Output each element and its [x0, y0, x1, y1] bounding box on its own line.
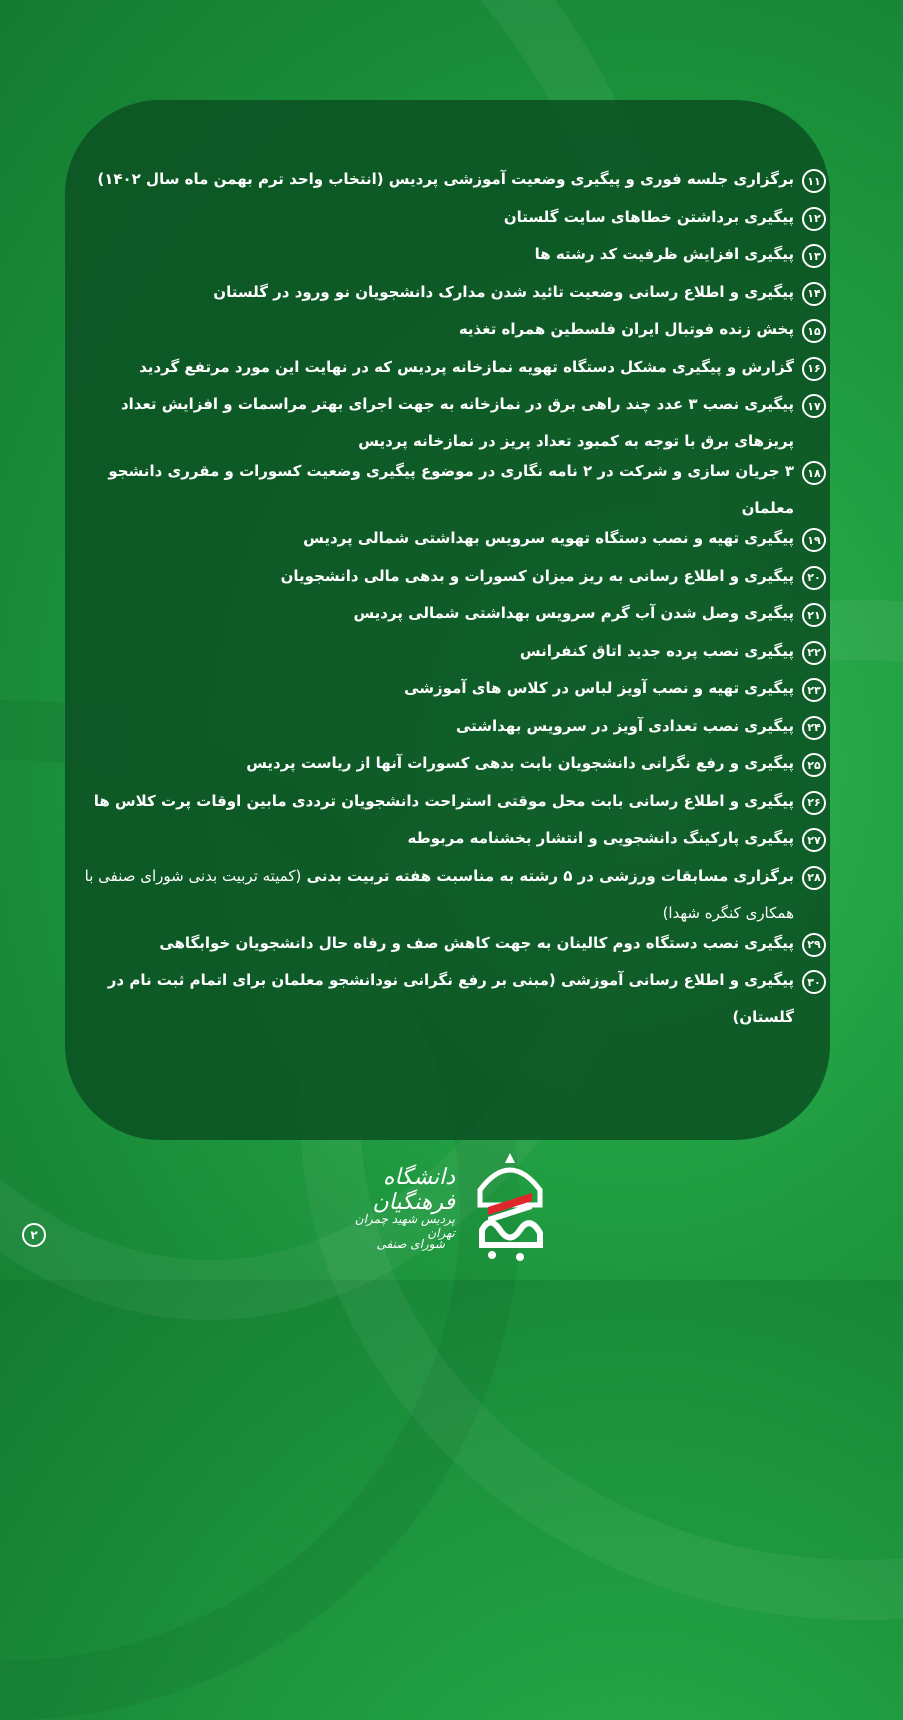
- item-text: [459, 311, 794, 348]
- item-number-badge: ۲۰: [802, 566, 826, 590]
- list-item: [78, 393, 826, 460]
- item-text: [78, 858, 794, 932]
- item-text: [213, 274, 794, 311]
- item-text: [94, 783, 794, 820]
- item-main-text: پیگیری نصب دستگاه دوم کالینان به جهت کاهش صف و رفاه حال دانشجویان خوابگاهی: [159, 933, 794, 952]
- item-text: [404, 670, 794, 707]
- item-number-badge: ۱۳: [802, 244, 826, 268]
- item-number-badge: ۳۰: [802, 970, 826, 994]
- item-main-text: پیگیری نصب تعدادی آویز در سرویس بهداشتی: [455, 716, 794, 735]
- item-text: [520, 633, 794, 670]
- item-number-badge: ۲۵: [802, 753, 826, 777]
- item-main-text: پیگیری و اطلاع رسانی بابت محل موقتی استراحت دانشجویان ترددی مابین اوقات پرت کلاس ها: [93, 791, 794, 810]
- item-number-badge: ۱۷: [802, 394, 826, 418]
- item-number-badge: ۱۲: [802, 207, 826, 231]
- item-main-text: ۳ جریان سازی و شرکت در ۲ نامه نگاری در موضوع پیگیری وضعیت کسورات و مقرری دانشجو معلمان: [108, 462, 794, 517]
- item-main-text: پیگیری و رفع نگرانی دانشجویان بابت بدهی کسورات آنها از ریاست پردیس: [246, 754, 794, 772]
- item-number-badge: ۲۱: [802, 603, 826, 627]
- item-main-text: گزارش و پیگیری مشکل دستگاه تهویه نمازخانه پردیس که در نهایت این مورد مرتفع گردید: [139, 357, 794, 376]
- item-number-badge: ۱۶: [802, 357, 826, 381]
- list-item: [78, 460, 826, 527]
- item-number-badge: ۱۹: [802, 528, 826, 552]
- item-text: [535, 236, 794, 273]
- item-text: [159, 925, 794, 962]
- item-main-text: پیگیری برداشتن خطاهای سایت گلستان: [503, 207, 794, 226]
- item-text: [139, 349, 794, 386]
- item-number-badge: ۲۳: [802, 678, 826, 702]
- item-number-badge: ۱۸: [802, 461, 826, 485]
- campus-name: پردیس شهید چمران تهران: [354, 1212, 455, 1240]
- item-number-badge: ۱۵: [802, 319, 826, 343]
- item-text: [353, 595, 794, 632]
- item-main-text: برگزاری جلسه فوری و پیگیری وضعیت آموزشی پردیس (انتخاب واحد ترم بهمن ماه سال ۱۴۰۲): [97, 170, 794, 188]
- page-number: ۲: [22, 1223, 46, 1247]
- item-number-badge: ۲۲: [802, 641, 826, 665]
- list-item: [78, 865, 826, 932]
- item-main-text: پیگیری پارکینگ دانشجویی و انتشار بخشنامه مربوطه: [407, 829, 794, 847]
- council-name: شورای صنفی: [376, 1237, 445, 1251]
- item-main-text: پخش زنده فوتبال ایران فلسطین همراه تغذیه: [458, 320, 794, 338]
- item-number-badge: ۱۴: [802, 282, 826, 306]
- item-text: [281, 558, 794, 595]
- item-main-text: پیگیری و اطلاع رسانی آموزشی (مبنی بر رفع نگرانی نودانشجو معلمان برای اتمام ثبت نام در گلستان): [107, 971, 794, 1026]
- item-extra-text: (کمیته تربیت بدنی شورای صنفی با همکاری کنگره شهدا): [84, 866, 794, 922]
- activity-list: [78, 168, 826, 1036]
- item-text: [504, 199, 794, 236]
- item-number-badge: ۲۹: [802, 933, 826, 957]
- item-number-badge: ۱۱: [802, 169, 826, 193]
- item-text: [246, 745, 794, 782]
- item-main-text: پیگیری تهیه و نصب آویز لباس در کلاس های آموزشی: [404, 679, 794, 697]
- item-main-text: پیگیری افزایش ظرفیت کد رشته ها: [534, 245, 794, 263]
- footer-logo: [345, 1145, 555, 1270]
- council-emblem-icon: [460, 1145, 560, 1270]
- item-number-badge: ۲۷: [802, 828, 826, 852]
- item-main-text: پیگیری و اطلاع رسانی وضعیت تائید شدن مدارک دانشجویان نو ورود در گلستان: [213, 282, 794, 301]
- item-main-text: پیگیری تهیه و نصب دستگاه تهویه سرویس بهداشتی شمالی پردیس: [303, 529, 794, 547]
- item-main-text: پیگیری نصب پرده جدید اتاق کنفرانس: [519, 641, 794, 660]
- item-text: [97, 161, 794, 198]
- item-number-badge: ۲۸: [802, 866, 826, 890]
- item-main-text: پیگیری وصل شدن آب گرم سرویس بهداشتی شمالی پردیس: [353, 604, 794, 622]
- item-text: [78, 386, 794, 460]
- item-text: [303, 520, 794, 557]
- list-item: [78, 969, 826, 1036]
- item-number-badge: ۲۴: [802, 716, 826, 740]
- item-text: [456, 708, 794, 745]
- item-number-badge: ۲۶: [802, 791, 826, 815]
- university-name: دانشگاه فرهنگیان: [372, 1165, 455, 1215]
- item-text: [78, 453, 794, 527]
- item-text: [78, 962, 794, 1036]
- item-main-text: پیگیری و اطلاع رسانی به ریز میزان کسورات و بدهی مالی دانشجویان: [280, 566, 794, 585]
- item-main-text: پیگیری نصب ۳ عدد چند راهی برق در نمازخانه به جهت اجرای بهتر مراسمات و افزایش تعداد پریزهای برق با توجه به کمبود تعداد پریز در نمازخانه پردیس: [120, 395, 794, 450]
- item-main-text: برگزاری مسابقات ورزشی در ۵ رشته به مناسبت هفته تربیت بدنی: [306, 866, 794, 885]
- item-text: [408, 820, 794, 857]
